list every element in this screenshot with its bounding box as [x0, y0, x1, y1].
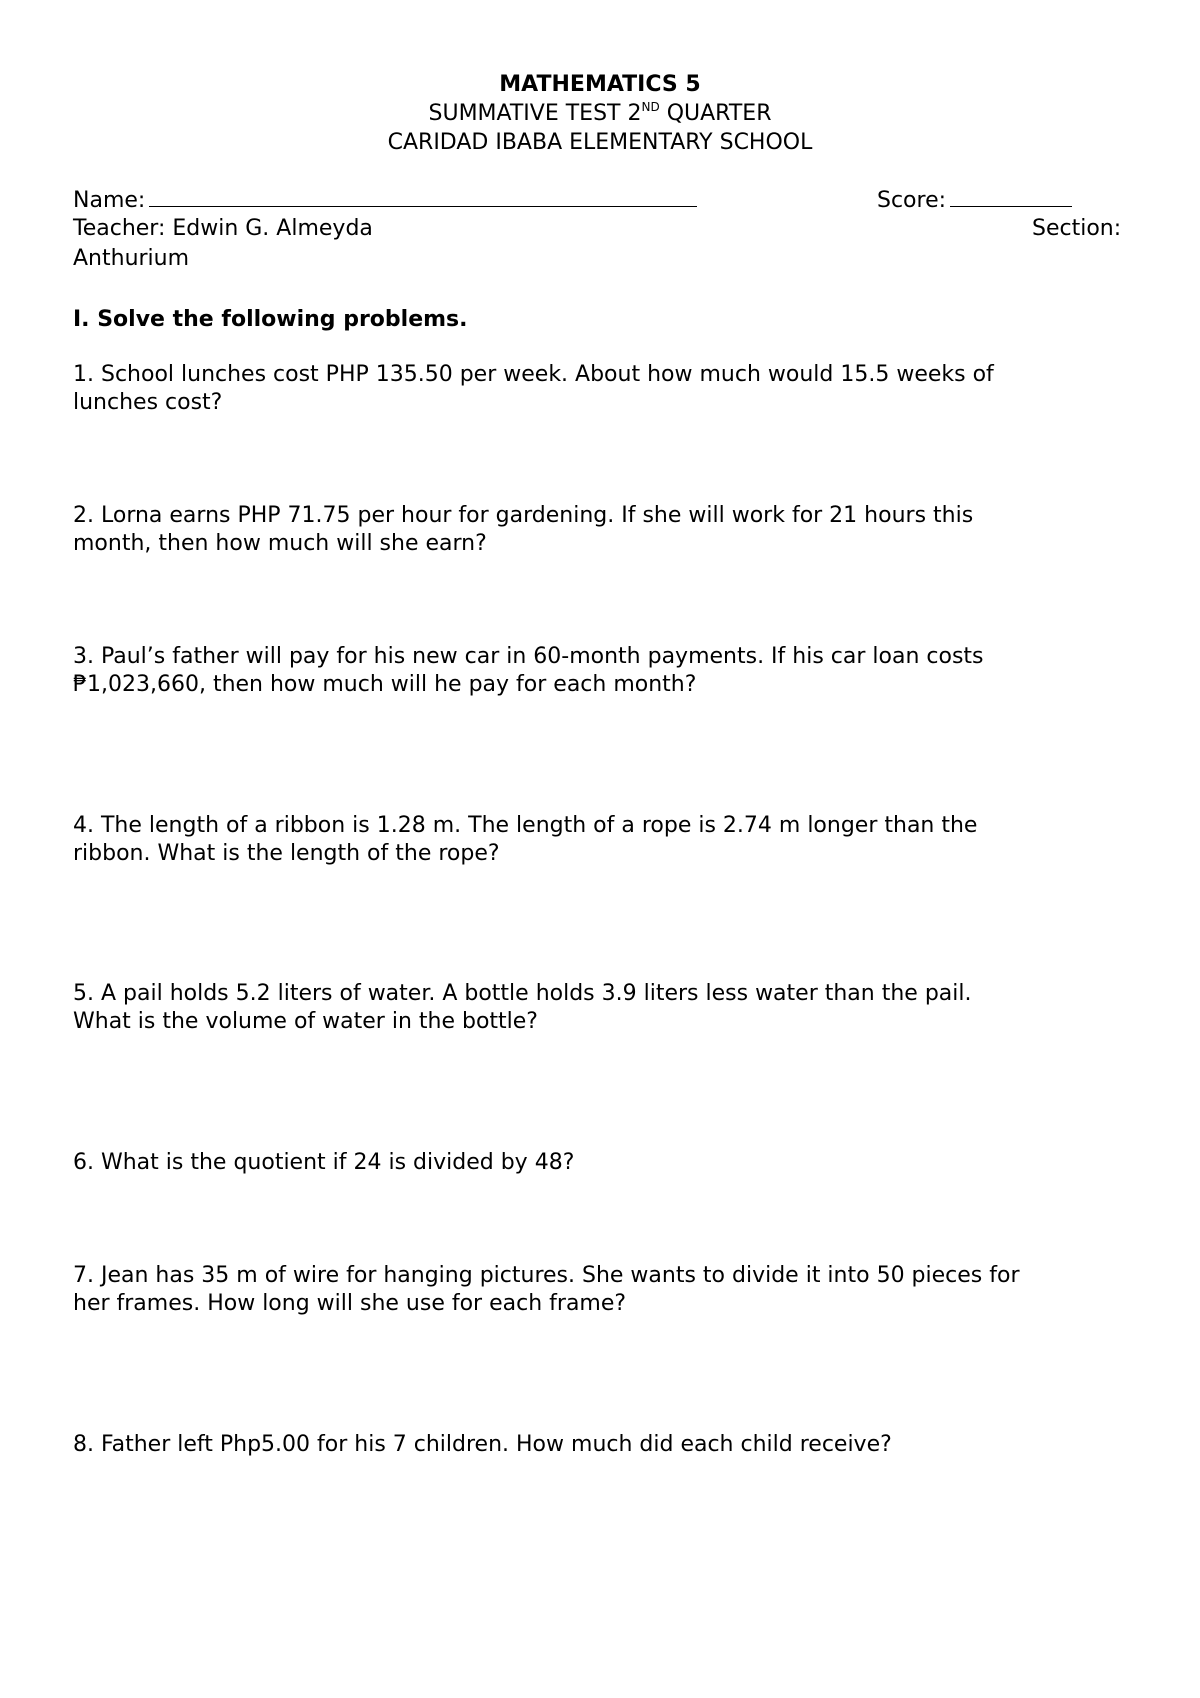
name-label: Name:	[73, 188, 146, 213]
question-item	[73, 1431, 1133, 1459]
question-line: 1. School lunches cost PHP 135.50 per week. About how much would 15.5 weeks of	[73, 362, 994, 387]
score-row	[877, 186, 1072, 215]
question-item	[73, 980, 1133, 1036]
question-line: her frames. How long will she use for each frame?	[73, 1291, 627, 1316]
test-subtitle	[0, 100, 1200, 130]
question-line: 4. The length of a ribbon is 1.28 m. The length of a rope is 2.74 m longer than the	[73, 813, 978, 838]
question-item	[73, 361, 1133, 417]
test-title: MATHEMATICS 5	[499, 72, 701, 97]
school-name: CARIDAD IBABA ELEMENTARY SCHOOL	[387, 130, 813, 155]
question-line: What is the volume of water in the bottle?	[73, 1009, 538, 1034]
question-line: 3. Paul’s father will pay for his new car in 60-month payments. If his car loan costs	[73, 644, 984, 669]
section-value: Anthurium	[73, 246, 190, 271]
score-label: Score:	[877, 188, 947, 213]
question-line: 6. What is the quotient if 24 is divided by 48?	[73, 1150, 575, 1175]
subtitle-superscript: ND	[641, 100, 660, 114]
question-line: 7. Jean has 35 m of wire for hanging pictures. She wants to divide it into 50 pieces for	[73, 1263, 1020, 1288]
question-line: month, then how much will she earn?	[73, 531, 487, 556]
question-line: lunches cost?	[73, 390, 223, 415]
question-item	[73, 643, 1133, 699]
teacher-text: Teacher: Edwin G. Almeyda	[73, 216, 373, 241]
name-row	[73, 186, 697, 215]
question-line: 8. Father left Php5.00 for his 7 children. How much did each child receive?	[73, 1432, 892, 1457]
question-item	[73, 1149, 1133, 1177]
name-blank-line[interactable]	[149, 186, 697, 207]
question-item	[73, 502, 1133, 558]
subtitle-suffix: QUARTER	[659, 101, 772, 126]
question-item	[73, 812, 1133, 868]
question-line: 5. A pail holds 5.2 liters of water. A bottle holds 3.9 liters less water than the pail.	[73, 981, 972, 1006]
question-item	[73, 1262, 1133, 1318]
question-line: 2. Lorna earns PHP 71.75 per hour for gardening. If she will work for 21 hours this	[73, 503, 974, 528]
question-line: ₱1,023,660, then how much will he pay for each month?	[73, 672, 697, 697]
score-blank-line[interactable]	[950, 186, 1072, 207]
section-label: Section:	[1032, 216, 1122, 241]
subtitle-prefix: SUMMATIVE TEST 2	[428, 101, 642, 126]
section-heading: I. Solve the following problems.	[73, 307, 468, 332]
question-line: ribbon. What is the length of the rope?	[73, 841, 500, 866]
